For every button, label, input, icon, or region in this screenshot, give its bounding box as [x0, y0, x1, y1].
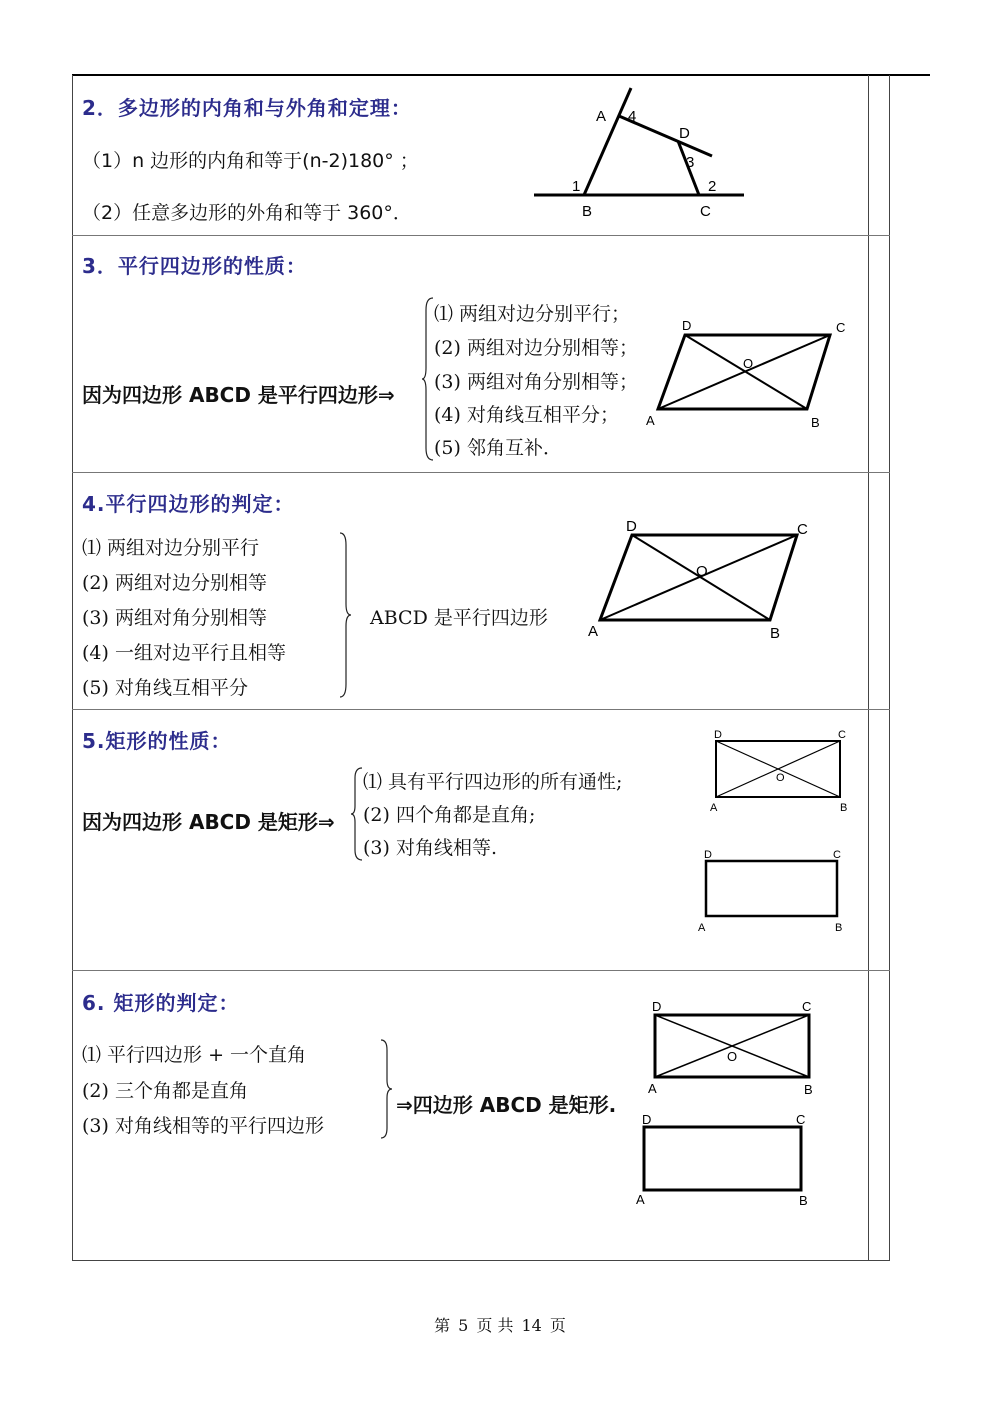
section-2-heading: 2．多边形的内角和与外角和定理： — [82, 96, 412, 120]
fig-label-D: D — [714, 729, 722, 741]
s6-item-3: (3) 对角线相等的平行四边形 — [82, 1115, 324, 1137]
section-3-heading: 3．平行四边形的性质： — [82, 254, 307, 278]
rectangle-diagonals-figure-s6 — [640, 995, 830, 1105]
rectangle-figure-s5 — [692, 845, 857, 940]
fig-label-A: A — [646, 413, 655, 428]
footer-page-number: 5 — [458, 1316, 469, 1335]
section-5-premise: 因为四边形 ABCD 是矩形⇒ — [82, 810, 335, 834]
fig-label-B: B — [835, 922, 843, 934]
s5-item-1: ⑴ 具有平行四边形的所有通性; — [363, 771, 623, 793]
rectangle-diagonals-figure-s5 — [700, 725, 860, 820]
fig-label-B: B — [804, 1082, 813, 1097]
s5-item-3: (3) 对角线相等. — [363, 837, 497, 859]
fig-label-A: A — [588, 623, 599, 640]
fig-label-A: A — [698, 922, 706, 934]
fig-label-A: A — [710, 802, 718, 814]
s3-item-3: (3) 两组对角分别相等； — [434, 371, 638, 393]
parallelogram-figure-s3 — [640, 312, 860, 432]
fig-label-2: 2 — [708, 178, 717, 195]
section-2-line-1: （1）n 边形的内角和等于(n-2)180° ； — [82, 150, 419, 172]
brace-section-6 — [378, 1038, 394, 1140]
s4-item-1: ⑴ 两组对边分别平行 — [82, 537, 260, 559]
fig-label-B: B — [770, 625, 781, 642]
section-3-premise: 因为四边形 ABCD 是平行四边形⇒ — [82, 383, 395, 407]
fig-label-B: B — [799, 1193, 808, 1208]
fig-label-B: B — [582, 203, 593, 220]
fig-label-A: A — [648, 1081, 657, 1096]
row-divider — [72, 709, 890, 710]
section-2-line-2: （2）任意多边形的外角和等于 360°． — [82, 202, 412, 224]
fig-label-C: C — [836, 320, 846, 335]
fig-label-O: O — [696, 563, 708, 580]
s3-item-4: (4) 对角线互相平分； — [434, 404, 619, 426]
s4-item-4: (4) 一组对边平行且相等 — [82, 642, 286, 664]
fig-label-A: A — [596, 108, 607, 125]
parallelogram-figure-s4 — [580, 515, 820, 645]
s3-item-5: (5) 邻角互补． — [434, 437, 562, 459]
polygon-exterior-angle-figure — [520, 80, 760, 230]
fig-label-D: D — [652, 999, 662, 1014]
s6-item-1: ⑴ 平行四边形 + 一个直角 — [82, 1044, 307, 1066]
brace-section-5 — [350, 766, 364, 862]
fig-label-D: D — [682, 318, 692, 333]
s3-item-2: (2) 两组对边分别相等； — [434, 337, 638, 359]
brace-section-4 — [337, 531, 353, 699]
rectangle-figure-s6 — [630, 1110, 820, 1210]
brace-section-3 — [421, 296, 435, 462]
fig-label-C: C — [797, 521, 808, 538]
table-right-column-line — [868, 75, 869, 1261]
section-4-heading: 4.平行四边形的判定： — [82, 492, 295, 516]
fig-label-D: D — [704, 849, 712, 861]
footer-suffix: 页 — [549, 1316, 566, 1335]
fig-label-B: B — [840, 802, 848, 814]
fig-label-3: 3 — [686, 154, 695, 171]
fig-label-O: O — [743, 356, 754, 371]
s4-item-5: (5) 对角线互相平分 — [82, 677, 248, 699]
fig-label-D: D — [679, 125, 690, 142]
fig-label-C: C — [838, 729, 846, 741]
footer-mid: 页 共 — [476, 1316, 514, 1335]
row-divider — [72, 235, 890, 236]
s4-item-3: (3) 两组对角分别相等 — [82, 607, 267, 629]
s4-item-2: (2) 两组对边分别相等 — [82, 572, 267, 594]
fig-label-C: C — [796, 1112, 806, 1127]
s3-item-1: ⑴ 两组对边分别平行； — [434, 303, 631, 325]
section-5-heading: 5.矩形的性质： — [82, 729, 232, 753]
row-divider — [72, 970, 890, 971]
fig-label-O: O — [776, 772, 785, 784]
fig-label-C: C — [700, 203, 711, 220]
s6-conclusion: ⇒四边形 ABCD 是矩形. — [396, 1093, 617, 1117]
s5-item-2: (2) 四个角都是直角; — [363, 804, 536, 826]
fig-label-C: C — [802, 999, 812, 1014]
fig-label-O: O — [727, 1049, 738, 1064]
s6-item-2: (2) 三个角都是直角 — [82, 1080, 248, 1102]
section-6-heading: 6. 矩形的判定： — [82, 991, 240, 1015]
fig-label-4: 4 — [628, 108, 637, 125]
fig-label-D: D — [642, 1112, 652, 1127]
fig-label-C: C — [833, 849, 841, 861]
footer-total-pages: 14 — [521, 1316, 542, 1335]
fig-label-D: D — [626, 518, 637, 535]
row-divider — [72, 472, 890, 473]
fig-label-B: B — [811, 415, 820, 430]
s4-conclusion: ABCD 是平行四边形 — [370, 607, 548, 629]
fig-label-1: 1 — [572, 178, 581, 195]
footer-prefix: 第 — [434, 1316, 451, 1335]
page-footer — [0, 1313, 1000, 1336]
fig-label-A: A — [636, 1192, 645, 1207]
